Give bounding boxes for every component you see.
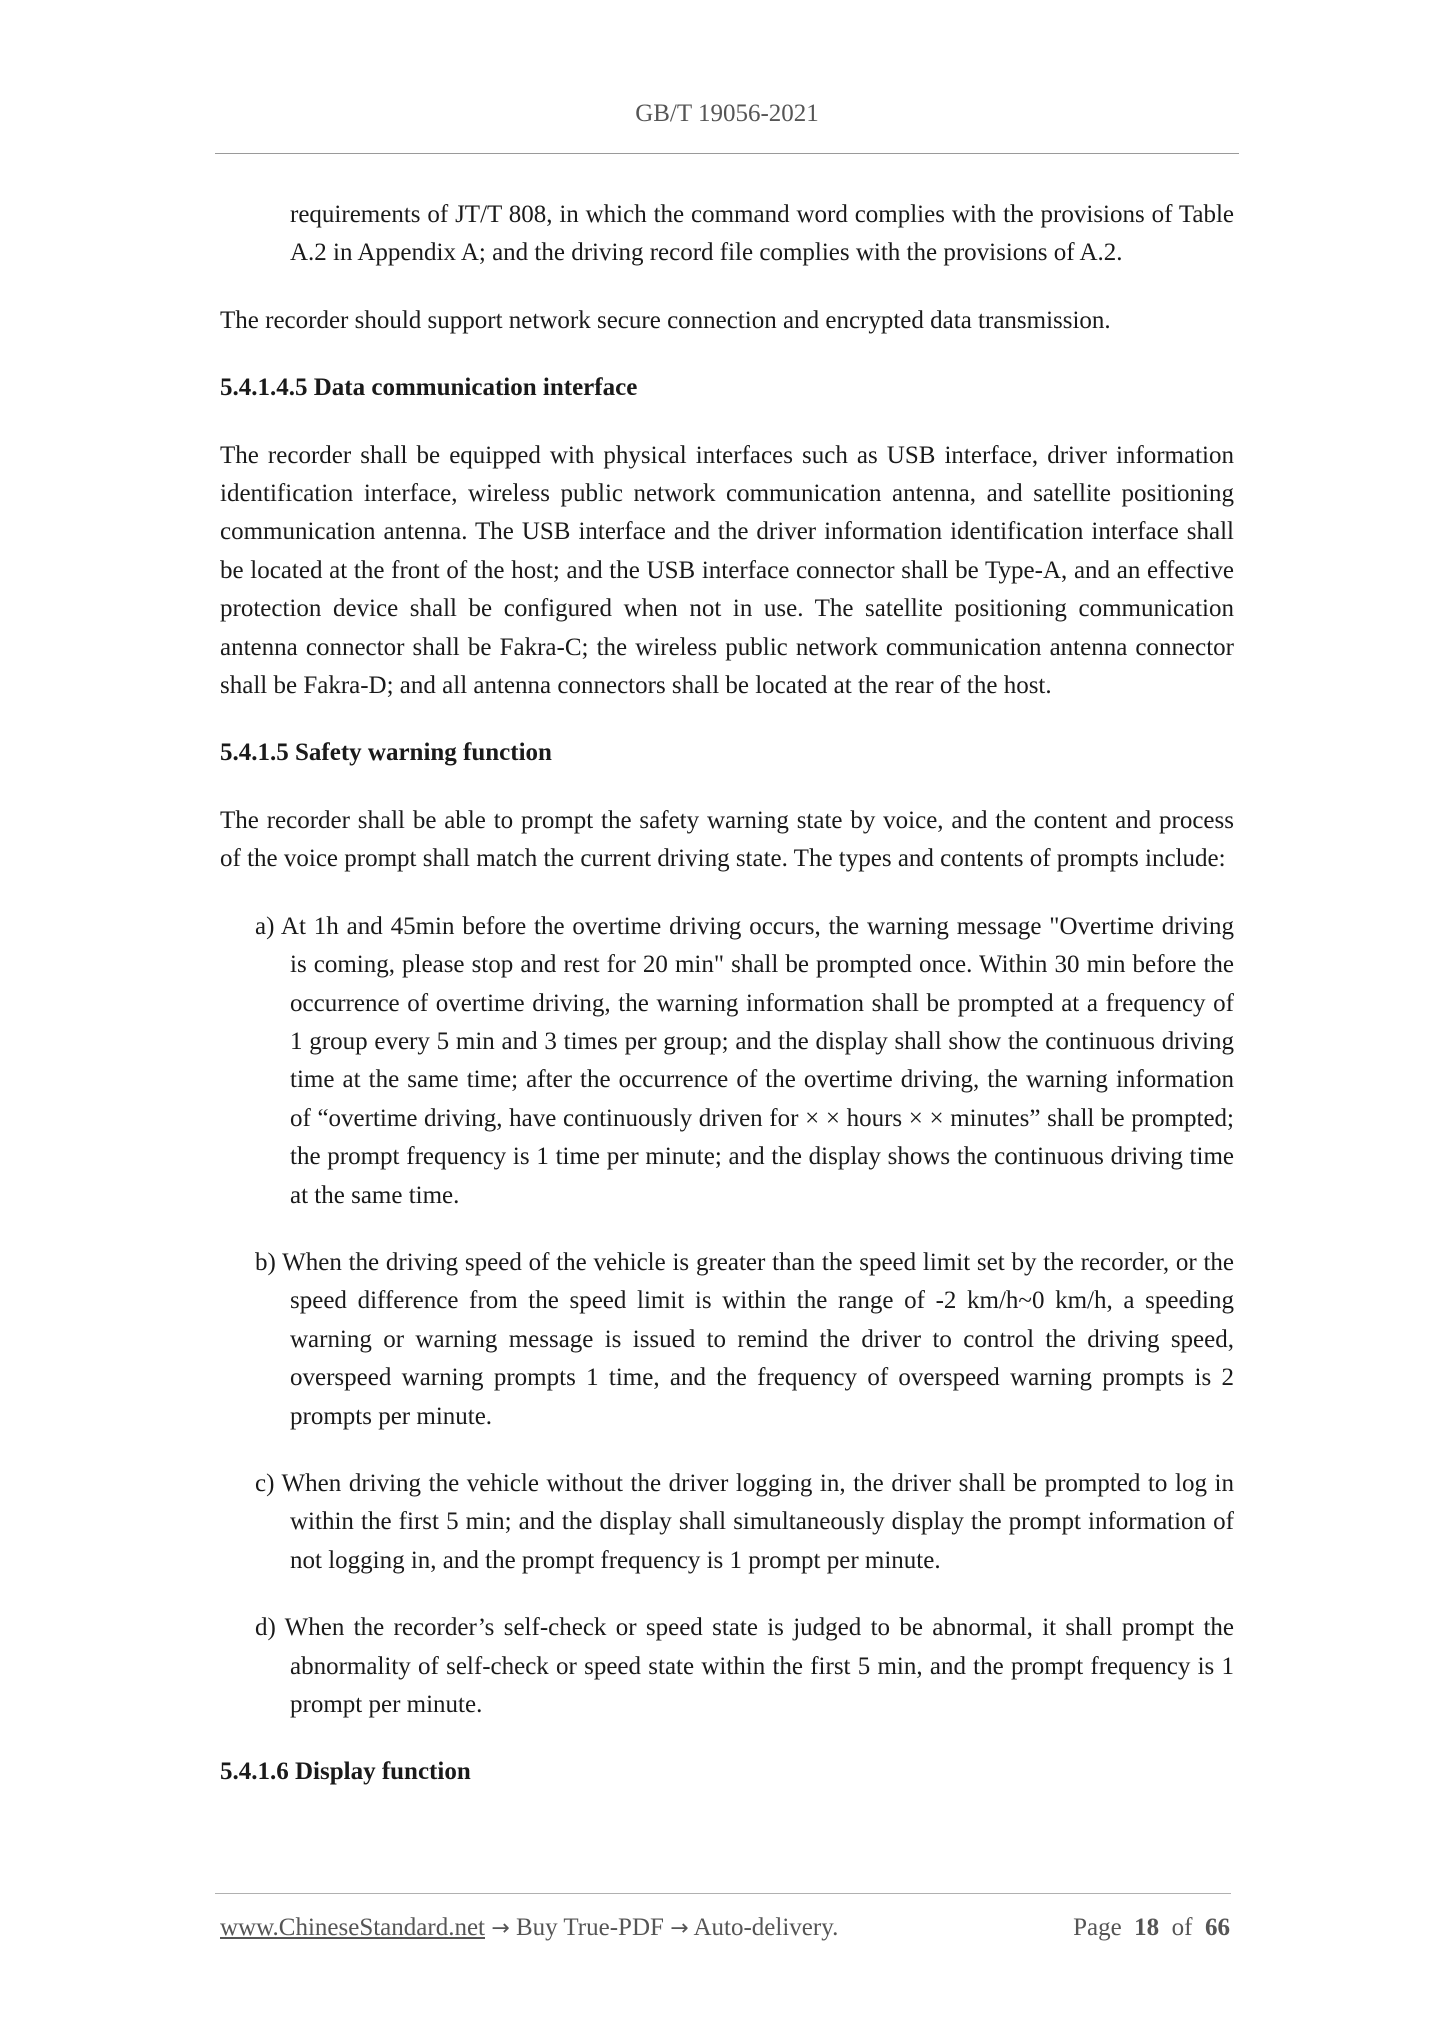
total-pages: 66 [1205, 1914, 1230, 1941]
list-item: c) When driving the vehicle without the driver logging in, the driver shall be prompted to log in within the first 5 min; and the display shall simultaneously display the prompt information of not logging in, and the prompt frequency is 1 prompt per minute. [255, 1469, 1234, 1574]
interface-paragraph: The recorder shall be equipped with physical interfaces such as USB interface, driver information identification interface, wireless public network communication antenna, and satellite positioning communication antenna. The USB interface and the driver information identification interface shall be located at the front of the host; and the USB interface connector shall be Type-A, and an effective protection device shall be configured when not in use. The satellite positioning communication antenna connector shall be Fakra-C; the wireless public network communication antenna connector shall be Fakra-D; and all antenna connectors shall be located at the rear of the host. [220, 441, 1234, 700]
document-body [220, 196, 1234, 1821]
footer-divider [215, 1893, 1231, 1894]
continued-paragraph: requirements of JT/T 808, in which the command word complies with the provisions of Table A.2 in Appendix A; and the driving record file complies with the provisions of A.2. [290, 201, 1234, 267]
page-label: Page [1073, 1914, 1122, 1941]
footer-left [220, 1914, 838, 1942]
safety-warning-paragraph: The recorder shall be able to prompt the safety warning state by voice, and the content and process of the voice prompt shall match the current driving state. The types and contents of prompts include: [220, 806, 1234, 873]
page-indicator [1073, 1914, 1230, 1942]
list-item: d) When the recorder’s self-check or speed state is judged to be abnormal, it shall prompt the abnormality of self-check or speed state within the first 5 min, and the prompt frequency is 1 prompt per minute. [255, 1614, 1234, 1718]
page-footer [220, 1914, 1230, 1942]
website-link[interactable]: www.ChineseStandard.net [220, 1914, 485, 1941]
arrow-right-icon: → [491, 1916, 510, 1941]
section-heading-safety-warning: 5.4.1.5 Safety warning function [220, 739, 552, 767]
section-heading-data-communication: 5.4.1.4.5 Data communication interface [220, 374, 638, 402]
section-heading-display-function: 5.4.1.6 Display function [220, 1758, 471, 1786]
page-number: 18 [1134, 1914, 1160, 1941]
header-divider [215, 153, 1239, 154]
of-label: of [1171, 1914, 1193, 1941]
auto-delivery-text: Auto-delivery. [693, 1914, 839, 1941]
secure-connection-paragraph: The recorder should support network secure connection and encrypted data transmission. [220, 306, 1111, 334]
arrow-right-icon: → [670, 1916, 689, 1941]
list-item: a) At 1h and 45min before the overtime driving occurs, the warning message "Overtime driving is coming, please stop and rest for 20 min" shall be prompted once. Within 30 min before the occurrence of overtime driving, the warning information shall be prompted at a frequency of 1 group every 5 min and 3 times per group; and the display shall show the continuous driving time at the same time; after the occurrence of the overtime driving, the warning information of “overtime driving, have continuously driven for × × hours × × minutes” shall be prompted; the prompt frequency is 1 time per minute; and the display shows the continuous driving time at the same time. [255, 912, 1234, 1209]
document-header: GB/T 19056-2021 [635, 100, 819, 127]
buy-true-pdf-text: Buy True-PDF [515, 1914, 664, 1941]
list-item: b) When the driving speed of the vehicle is greater than the speed limit set by the recorder, or the speed difference from the speed limit is within the range of -2 km/h~0 km/h, a speeding warning or warning message is issued to remind the driver to control the driving speed, overspeed warning prompts 1 time, and the frequency of overspeed warning prompts is 2 prompts per minute. [255, 1248, 1234, 1430]
